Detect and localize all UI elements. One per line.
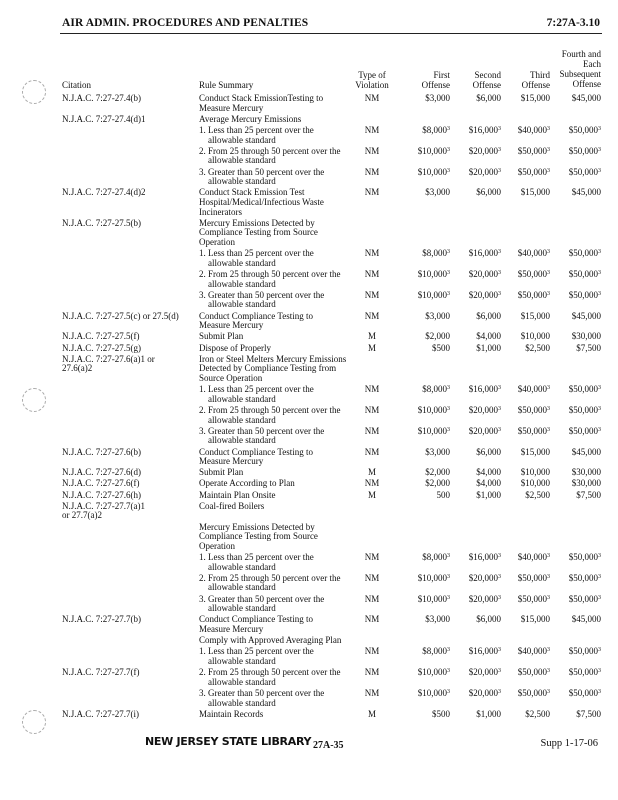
rule-summary-cell: Submit Plan — [199, 467, 244, 478]
citation-cell: N.J.A.C. 7:27-27.6(d) — [62, 467, 141, 478]
table-row — [0, 406, 618, 427]
offense-amount-cell: $16,000$^3$ — [468, 646, 501, 657]
table-row — [0, 94, 618, 115]
col-citation: Citation — [62, 80, 91, 90]
rule-summary-cell: Maintain Records — [199, 708, 264, 719]
citation-cell: N.J.A.C. 7:27-27.4(d)2 — [62, 187, 146, 198]
offense-amount-cell: $45,000 — [571, 446, 601, 457]
rule-summary-cell: 3. Greater than 50 percent over the allowable standard — [199, 166, 325, 187]
footnote-marker: 3 — [598, 405, 601, 412]
col-violation: Type of Violation — [355, 70, 389, 90]
violation-type-cell: NM — [364, 572, 380, 583]
violation-type-cell: NM — [364, 593, 380, 604]
table-row — [0, 291, 618, 312]
offense-amount-cell: $45,000 — [571, 187, 601, 198]
footnote-marker: 3 — [547, 553, 550, 560]
col-first-offense: First Offense — [421, 70, 450, 90]
running-header-section: 7:27A-3.10 — [546, 17, 600, 29]
rule-summary-cell: Dispose of Properly — [199, 342, 271, 353]
offense-amount-cell: $2,000 — [425, 467, 450, 478]
table-row — [0, 448, 618, 469]
table-row — [0, 553, 618, 574]
offense-amount-cell: $30,000 — [571, 331, 601, 342]
offense-amount-cell: $50,000$^3$ — [517, 593, 550, 604]
offense-amount-cell: $40,000$^3$ — [517, 646, 550, 657]
offense-amount-cell: $10,000$^3$ — [417, 688, 450, 699]
offense-amount-cell: $2,000 — [425, 331, 450, 342]
footnote-marker: 3 — [547, 125, 550, 132]
footnote-marker: 3 — [598, 689, 601, 696]
offense-amount-cell: $15,000 — [520, 446, 550, 457]
offense-amount-cell: $20,000$^3$ — [468, 268, 501, 279]
rule-summary-cell: 2. From 25 through 50 percent over the allowable standard — [199, 667, 341, 687]
offense-amount-cell: $7,500 — [576, 489, 601, 500]
offense-amount-cell: $3,000 — [425, 446, 450, 457]
rule-summary-cell: Operate According to Plan — [199, 478, 295, 489]
footnote-marker: 3 — [547, 668, 550, 675]
table-row — [0, 147, 618, 168]
offense-amount-cell: $2,500 — [525, 708, 550, 719]
offense-amount-cell: $50,000$^3$ — [568, 145, 601, 156]
table-row — [0, 219, 618, 249]
offense-amount-cell: $8,000$^3$ — [422, 248, 450, 259]
table-row — [0, 188, 618, 218]
offense-amount-cell: $500 — [432, 342, 450, 353]
footnote-marker: 3 — [498, 146, 501, 153]
table-row — [0, 595, 618, 616]
offense-amount-cell: $20,000$^3$ — [468, 289, 501, 300]
rule-summary-cell: Submit Plan — [199, 331, 244, 342]
footnote-marker: 3 — [598, 668, 601, 675]
col-third-offense: Third Offense — [521, 70, 550, 90]
offense-amount-cell: $7,500 — [576, 342, 601, 353]
violation-type-cell: NM — [364, 446, 380, 457]
footnote-marker: 3 — [598, 290, 601, 297]
rule-summary-cell: 1. Less than 25 percent over the allowable standard — [199, 384, 314, 404]
table-row — [0, 249, 618, 270]
rule-summary-cell: 1. Less than 25 percent over the allowable standard — [199, 124, 314, 145]
header-rule — [60, 33, 602, 34]
rule-summary-cell: Mercury Emissions Detected by Compliance Testing from Source Operation — [199, 521, 318, 551]
offense-amount-cell: $50,000$^3$ — [568, 667, 601, 678]
violation-type-cell: NM — [364, 289, 380, 300]
citation-cell: N.J.A.C. 7:27-27.5(g) — [62, 342, 141, 353]
rule-summary-cell: Mercury Emissions Detected by Compliance Testing from Source Operation — [199, 217, 318, 247]
offense-amount-cell: $1,000 — [476, 708, 501, 719]
offense-amount-cell: $4,000 — [476, 478, 501, 489]
supplement-date: Supp 1-17-06 — [540, 738, 598, 749]
rule-summary-cell: 3. Greater than 50 percent over the allowable standard — [199, 289, 325, 310]
footnote-marker: 3 — [547, 426, 550, 433]
footnote-marker: 3 — [498, 290, 501, 297]
offense-amount-cell: $10,000$^3$ — [417, 166, 450, 177]
violation-type-cell: NM — [364, 688, 380, 699]
offense-amount-cell: $8,000$^3$ — [422, 552, 450, 563]
table-row — [0, 270, 618, 291]
offense-amount-cell: $10,000$^3$ — [417, 404, 450, 415]
offense-amount-cell: $20,000$^3$ — [468, 404, 501, 415]
table-row — [0, 668, 618, 689]
offense-amount-cell: $30,000 — [571, 478, 601, 489]
footnote-marker: 3 — [447, 426, 450, 433]
offense-amount-cell: $6,000 — [476, 446, 501, 457]
footnote-marker: 3 — [498, 426, 501, 433]
violation-type-cell: NM — [364, 404, 380, 415]
table-row — [0, 168, 618, 189]
rule-summary-cell: Conduct Compliance Testing to Measure Mercury — [199, 310, 313, 331]
rule-summary-cell: Conduct Stack Emission Test Hospital/Medical/Infectious Waste Incinerators — [199, 187, 324, 217]
offense-amount-cell: $8,000$^3$ — [422, 124, 450, 135]
footnote-marker: 3 — [598, 573, 601, 580]
table-row — [0, 523, 618, 553]
footnote-marker: 3 — [547, 146, 550, 153]
offense-amount-cell: $1,000 — [476, 342, 501, 353]
footnote-marker: 3 — [447, 647, 450, 654]
offense-amount-cell: $50,000$^3$ — [517, 572, 550, 583]
rule-summary-cell: Coal-fired Boilers — [199, 500, 265, 511]
offense-amount-cell: $50,000$^3$ — [568, 425, 601, 436]
citation-cell: N.J.A.C. 7:27-27.5(f) — [62, 331, 140, 342]
rule-summary-cell: 2. From 25 through 50 percent over the allowable standard — [199, 268, 341, 289]
citation-cell: N.J.A.C. 7:27-27.5(b) — [62, 217, 141, 228]
footnote-marker: 3 — [498, 125, 501, 132]
offense-amount-cell: $10,000$^3$ — [417, 425, 450, 436]
table-row — [0, 574, 618, 595]
running-header-title: AIR ADMIN. PROCEDURES AND PENALTIES — [62, 17, 309, 29]
offense-amount-cell: $50,000$^3$ — [568, 646, 601, 657]
violation-type-cell: NM — [364, 310, 380, 321]
table-row — [0, 647, 618, 668]
col-fourth-offense: Fourth and Each Subsequent Offense — [559, 49, 601, 89]
offense-amount-cell: $3,000 — [425, 187, 450, 198]
offense-amount-cell: $10,000$^3$ — [417, 593, 450, 604]
citation-cell: N.J.A.C. 7:27-27.7(a)1 or 27.7(a)2 — [62, 500, 145, 521]
penalty-table — [0, 94, 618, 721]
rule-summary-cell: Comply with Approved Averaging Plan — [199, 635, 342, 646]
offense-amount-cell: $10,000 — [520, 467, 550, 478]
table-row — [0, 689, 618, 710]
footnote-marker: 3 — [547, 689, 550, 696]
offense-amount-cell: $50,000$^3$ — [568, 248, 601, 259]
footnote-marker: 3 — [547, 167, 550, 174]
offense-amount-cell: $50,000$^3$ — [517, 289, 550, 300]
violation-type-cell: NM — [364, 187, 380, 198]
citation-cell: N.J.A.C. 7:27-27.7(b) — [62, 614, 141, 625]
offense-amount-cell: $50,000$^3$ — [568, 593, 601, 604]
rule-summary-cell: 1. Less than 25 percent over the allowable standard — [199, 248, 314, 268]
rule-summary-cell: Iron or Steel Melters Mercury Emissions Detected by Compliance Testing from Source Operation — [199, 353, 347, 383]
offense-amount-cell: $15,000 — [520, 93, 550, 103]
rule-summary-cell: 3. Greater than 50 percent over the allowable standard — [199, 425, 325, 446]
violation-type-cell: M — [367, 331, 376, 342]
offense-amount-cell: $50,000$^3$ — [517, 688, 550, 699]
footnote-marker: 3 — [598, 594, 601, 601]
table-row — [0, 355, 618, 385]
footnote-marker: 3 — [447, 249, 450, 256]
offense-amount-cell: $15,000 — [520, 187, 550, 198]
footnote-marker: 3 — [547, 385, 550, 392]
footnote-marker: 3 — [447, 146, 450, 153]
footnote-marker: 3 — [498, 385, 501, 392]
violation-type-cell: NM — [364, 646, 380, 657]
offense-amount-cell: $8,000$^3$ — [422, 384, 450, 395]
violation-type-cell: NM — [364, 552, 380, 563]
offense-amount-cell: $50,000$^3$ — [568, 404, 601, 415]
offense-amount-cell: $50,000$^3$ — [568, 572, 601, 583]
offense-amount-cell: $40,000$^3$ — [517, 552, 550, 563]
offense-amount-cell: $40,000$^3$ — [517, 384, 550, 395]
offense-amount-cell: $45,000 — [571, 614, 601, 625]
offense-amount-cell: $50,000$^3$ — [517, 425, 550, 436]
footnote-marker: 3 — [447, 405, 450, 412]
offense-amount-cell: $50,000$^3$ — [517, 166, 550, 177]
offense-amount-cell: $3,000 — [425, 310, 450, 321]
footnote-marker: 3 — [447, 125, 450, 132]
rule-summary-cell: Conduct Stack EmissionTesting to Measure Mercury — [199, 93, 324, 113]
footnote-marker: 3 — [547, 405, 550, 412]
violation-type-cell: NM — [364, 478, 380, 489]
footnote-marker: 3 — [598, 426, 601, 433]
footnote-marker: 3 — [498, 668, 501, 675]
rule-summary-cell: 3. Greater than 50 percent over the allowable standard — [199, 593, 325, 614]
footnote-marker: 3 — [447, 167, 450, 174]
footnote-marker: 3 — [498, 269, 501, 276]
citation-cell: N.J.A.C. 7:27-27.6(h) — [62, 489, 141, 500]
footnote-marker: 3 — [498, 573, 501, 580]
offense-amount-cell: $20,000$^3$ — [468, 572, 501, 583]
footnote-marker: 3 — [447, 553, 450, 560]
citation-cell: N.J.A.C. 7:27-27.6(f) — [62, 478, 140, 489]
footnote-marker: 3 — [547, 594, 550, 601]
offense-amount-cell: 500 — [436, 489, 450, 500]
citation-cell: N.J.A.C. 7:27-27.6(a)1 or 27.6(a)2 — [62, 353, 155, 374]
violation-type-cell: NM — [364, 268, 380, 279]
footnote-marker: 3 — [498, 647, 501, 654]
offense-amount-cell: $16,000$^3$ — [468, 552, 501, 563]
violation-type-cell: NM — [364, 384, 380, 395]
offense-amount-cell: $50,000$^3$ — [568, 268, 601, 279]
footnote-marker: 3 — [498, 405, 501, 412]
table-row — [0, 710, 618, 721]
offense-amount-cell: $20,000$^3$ — [468, 145, 501, 156]
offense-amount-cell: $4,000 — [476, 467, 501, 478]
offense-amount-cell: $20,000$^3$ — [468, 688, 501, 699]
citation-cell: N.J.A.C. 7:27-27.5(c) or 27.5(d) — [62, 310, 179, 321]
col-rule-summary: Rule Summary — [199, 80, 254, 90]
page-number: 27A-35 — [313, 740, 344, 751]
offense-amount-cell: $50,000$^3$ — [517, 667, 550, 678]
rule-summary-cell: 2. From 25 through 50 percent over the allowable standard — [199, 145, 341, 166]
offense-amount-cell: $15,000 — [520, 614, 550, 625]
offense-amount-cell: $30,000 — [571, 467, 601, 478]
offense-amount-cell: $45,000 — [571, 310, 601, 321]
violation-type-cell: NM — [364, 166, 380, 177]
rule-summary-cell: Conduct Compliance Testing to Measure Mercury — [199, 446, 313, 467]
footnote-marker: 3 — [447, 689, 450, 696]
table-row — [0, 312, 618, 333]
citation-cell: N.J.A.C. 7:27-27.7(i) — [62, 708, 139, 719]
violation-type-cell: NM — [364, 425, 380, 436]
offense-amount-cell: $1,000 — [476, 489, 501, 500]
footnote-marker: 3 — [547, 290, 550, 297]
footnote-marker: 3 — [447, 290, 450, 297]
violation-type-cell: NM — [364, 667, 380, 678]
library-stamp: NEW JERSEY STATE LIBRARY — [145, 735, 312, 748]
footnote-marker: 3 — [598, 249, 601, 256]
offense-amount-cell: $15,000 — [520, 310, 550, 321]
rule-summary-cell: Average Mercury Emissions — [199, 113, 302, 124]
offense-amount-cell: $45,000 — [571, 93, 601, 103]
footnote-marker: 3 — [498, 249, 501, 256]
col-second-offense: Second Offense — [472, 70, 501, 90]
offense-amount-cell: $10,000 — [520, 331, 550, 342]
offense-amount-cell: $6,000 — [476, 310, 501, 321]
footnote-marker: 3 — [498, 689, 501, 696]
offense-amount-cell: $7,500 — [576, 708, 601, 719]
offense-amount-cell: $20,000$^3$ — [468, 425, 501, 436]
offense-amount-cell: $4,000 — [476, 331, 501, 342]
offense-amount-cell: $50,000$^3$ — [517, 268, 550, 279]
offense-amount-cell: $16,000$^3$ — [468, 384, 501, 395]
offense-amount-cell: $10,000$^3$ — [417, 145, 450, 156]
footnote-marker: 3 — [547, 269, 550, 276]
offense-amount-cell: $20,000$^3$ — [468, 593, 501, 604]
offense-amount-cell: $10,000$^3$ — [417, 289, 450, 300]
violation-type-cell: M — [367, 708, 376, 719]
table-row — [0, 427, 618, 448]
offense-amount-cell: $500 — [432, 708, 450, 719]
offense-amount-cell: $2,000 — [425, 478, 450, 489]
footnote-marker: 3 — [547, 647, 550, 654]
citation-cell: N.J.A.C. 7:27-27.4(d)1 — [62, 113, 146, 124]
table-row — [0, 126, 618, 147]
offense-amount-cell: $40,000$^3$ — [517, 124, 550, 135]
offense-amount-cell: $10,000$^3$ — [417, 572, 450, 583]
rule-summary-cell: Maintain Plan Onsite — [199, 489, 276, 500]
violation-type-cell: NM — [364, 93, 380, 103]
offense-amount-cell: $10,000$^3$ — [417, 667, 450, 678]
rule-summary-cell: Conduct Compliance Testing to Measure Mercury — [199, 614, 313, 635]
footnote-marker: 3 — [598, 125, 601, 132]
violation-type-cell: NM — [364, 614, 380, 625]
offense-amount-cell: $16,000$^3$ — [468, 124, 501, 135]
violation-type-cell: NM — [364, 145, 380, 156]
offense-amount-cell: $10,000 — [520, 478, 550, 489]
offense-amount-cell: $50,000$^3$ — [568, 289, 601, 300]
offense-amount-cell: $3,000 — [425, 614, 450, 625]
violation-type-cell: M — [367, 342, 376, 353]
violation-type-cell: M — [367, 467, 376, 478]
offense-amount-cell: $50,000$^3$ — [517, 404, 550, 415]
table-row — [0, 502, 618, 523]
footnote-marker: 3 — [447, 269, 450, 276]
table-row — [0, 385, 618, 406]
footnote-marker: 3 — [598, 647, 601, 654]
offense-amount-cell: $3,000 — [425, 93, 450, 103]
footnote-marker: 3 — [547, 249, 550, 256]
citation-cell: N.J.A.C. 7:27-27.7(f) — [62, 667, 140, 678]
violation-type-cell: M — [367, 489, 376, 500]
citation-cell: N.J.A.C. 7:27-27.6(b) — [62, 446, 141, 457]
citation-cell: N.J.A.C. 7:27-27.4(b) — [62, 93, 141, 103]
rule-summary-cell: 2. From 25 through 50 percent over the allowable standard — [199, 404, 341, 425]
footnote-marker: 3 — [447, 594, 450, 601]
offense-amount-cell: $50,000$^3$ — [568, 166, 601, 177]
footnote-marker: 3 — [447, 573, 450, 580]
footnote-marker: 3 — [598, 385, 601, 392]
offense-amount-cell: $50,000$^3$ — [568, 688, 601, 699]
violation-type-cell: NM — [364, 248, 380, 259]
violation-type-cell: NM — [364, 124, 380, 135]
offense-amount-cell: $20,000$^3$ — [468, 166, 501, 177]
footnote-marker: 3 — [598, 269, 601, 276]
rule-summary-cell: 3. Greater than 50 percent over the allowable standard — [199, 688, 325, 708]
footnote-marker: 3 — [498, 167, 501, 174]
offense-amount-cell: $50,000$^3$ — [517, 145, 550, 156]
offense-amount-cell: $50,000$^3$ — [568, 124, 601, 135]
rule-summary-cell: 1. Less than 25 percent over the allowable standard — [199, 552, 314, 572]
offense-amount-cell: $6,000 — [476, 93, 501, 103]
footnote-marker: 3 — [498, 553, 501, 560]
offense-amount-cell: $2,500 — [525, 489, 550, 500]
offense-amount-cell: $20,000$^3$ — [468, 667, 501, 678]
offense-amount-cell: $50,000$^3$ — [568, 552, 601, 563]
rule-summary-cell: 1. Less than 25 percent over the allowable standard — [199, 646, 314, 667]
footnote-marker: 3 — [598, 167, 601, 174]
offense-amount-cell: $6,000 — [476, 187, 501, 198]
footnote-marker: 3 — [498, 594, 501, 601]
offense-amount-cell: $2,500 — [525, 342, 550, 353]
footnote-marker: 3 — [447, 668, 450, 675]
footnote-marker: 3 — [598, 553, 601, 560]
offense-amount-cell: $50,000$^3$ — [568, 384, 601, 395]
rule-summary-cell: 2. From 25 through 50 percent over the allowable standard — [199, 572, 341, 593]
footnote-marker: 3 — [447, 385, 450, 392]
footnote-marker: 3 — [598, 146, 601, 153]
offense-amount-cell: $8,000$^3$ — [422, 646, 450, 657]
offense-amount-cell: $6,000 — [476, 614, 501, 625]
offense-amount-cell: $10,000$^3$ — [417, 268, 450, 279]
table-row — [0, 615, 618, 636]
offense-amount-cell: $40,000$^3$ — [517, 248, 550, 259]
footnote-marker: 3 — [547, 573, 550, 580]
offense-amount-cell: $16,000$^3$ — [468, 248, 501, 259]
